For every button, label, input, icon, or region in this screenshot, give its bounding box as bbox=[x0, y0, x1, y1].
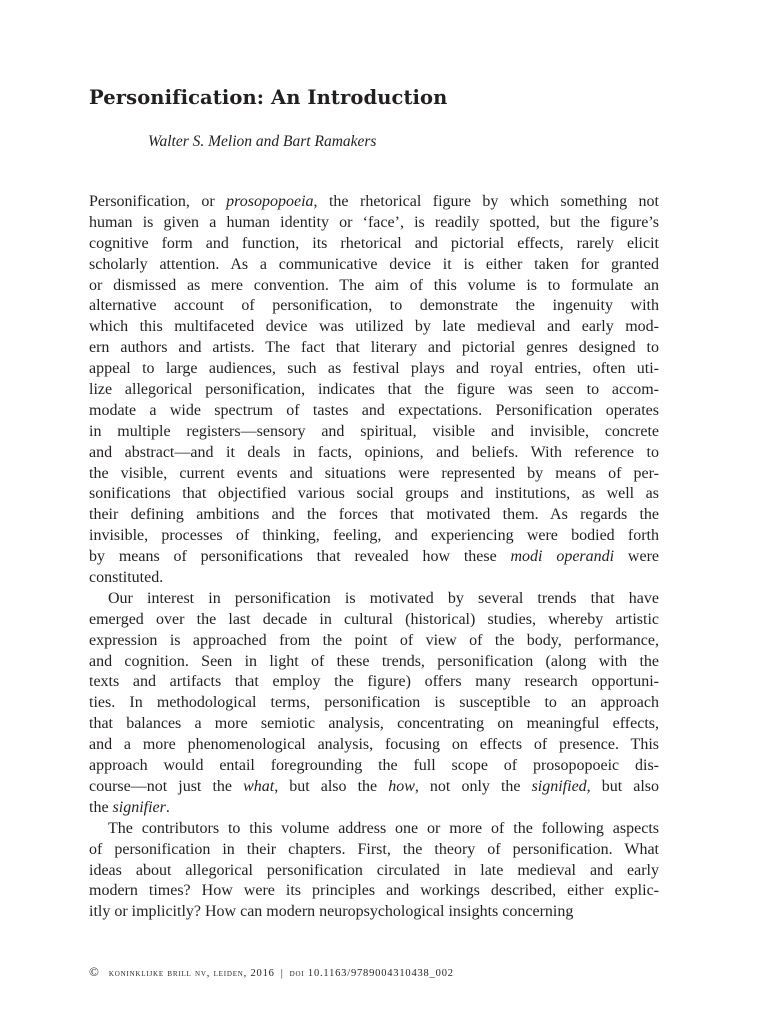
text-line bbox=[89, 589, 659, 610]
text-segment: sonifications that objectified various social groups and institutions, as well as bbox=[89, 485, 659, 503]
text-segment: by means of personifications that revealed how these bbox=[89, 548, 511, 566]
text-segment: ern authors and artists. The fact that literary and pictorial genres designed to bbox=[89, 339, 659, 357]
text-segment: or dismissed as mere convention. The aim of this volume is to formulate an bbox=[89, 276, 659, 294]
paragraph bbox=[89, 819, 659, 923]
text-segment: lize allegorical personification, indicates that the figure was seen to accom- bbox=[89, 381, 659, 399]
text-segment: ideas about allegorical personification circulated in late medieval and early bbox=[89, 861, 659, 879]
text-segment: approach would entail foregrounding the full scope of prosopopoeic dis- bbox=[89, 757, 659, 775]
italic-term: how bbox=[388, 777, 415, 795]
text-segment: their defining ambitions and the forces that motivated them. As regards the bbox=[89, 506, 659, 524]
paragraph bbox=[89, 589, 659, 819]
text-segment: and cognition. Seen in light of these trends, personification (along with the bbox=[89, 652, 659, 670]
text-line bbox=[89, 234, 659, 255]
text-line bbox=[89, 296, 659, 317]
text-segment: , not only the bbox=[414, 777, 532, 795]
text-segment: constituted. bbox=[89, 569, 164, 587]
footer-publisher: koninklijke brill nv, leiden, 2016 bbox=[108, 968, 275, 979]
text-line bbox=[89, 464, 659, 485]
text-segment: in multiple registers—sensory and spiritual, visible and invisible, concrete bbox=[89, 422, 659, 440]
text-line bbox=[89, 798, 659, 819]
text-line bbox=[89, 902, 659, 923]
text-segment: ties. In methodological terms, personification is susceptible to an approach bbox=[89, 694, 659, 712]
text-segment: of personification in their chapters. First, the theory of personification. What bbox=[89, 840, 659, 858]
copyright-symbol: © bbox=[89, 964, 99, 979]
paragraph bbox=[89, 192, 659, 589]
text-segment: Personification, or bbox=[89, 193, 227, 210]
text-line bbox=[89, 359, 659, 380]
text-segment: course—not just the bbox=[89, 777, 244, 795]
text-segment: the visible, current events and situations were represented by means of per- bbox=[89, 464, 659, 482]
italic-term: prosopopoeia bbox=[226, 193, 314, 210]
chapter-authors: Walter S. Melion and Bart Ramakers bbox=[148, 133, 377, 150]
text-segment: human is given a human identity or ‘face’, is readily spotted, but the figure’s bbox=[89, 213, 659, 231]
body-text bbox=[89, 192, 659, 923]
footer-separator: | bbox=[280, 968, 284, 979]
text-segment: were bbox=[614, 548, 659, 566]
text-line bbox=[89, 756, 659, 777]
text-line bbox=[89, 610, 659, 631]
text-line bbox=[89, 505, 659, 526]
text-segment: texts and artifacts that employ the figure) offers many research opportuni- bbox=[89, 673, 659, 691]
text-segment: . bbox=[165, 798, 170, 816]
italic-term: signified bbox=[531, 777, 587, 795]
text-segment: modern times? How were its principles and workings described, either explic- bbox=[89, 882, 659, 900]
text-segment: and a more phenomenological analysis, focusing on effects of presence. This bbox=[89, 736, 659, 754]
text-line bbox=[89, 484, 659, 505]
italic-term: modi operandi bbox=[510, 548, 615, 566]
text-segment: emerged over the last decade in cultural (historical) studies, whereby artistic bbox=[89, 610, 659, 628]
footer-doi: doi 10.1163/9789004310438_002 bbox=[289, 968, 454, 979]
text-segment: which this multifaceted device was utilized by late medieval and early mod- bbox=[89, 318, 659, 336]
text-segment: the bbox=[89, 798, 113, 816]
text-segment: Our interest in personification is motivated by several trends that have bbox=[108, 589, 659, 607]
text-line bbox=[89, 861, 659, 882]
text-line bbox=[89, 443, 659, 464]
italic-term: signifier bbox=[112, 798, 166, 816]
text-line bbox=[89, 672, 659, 693]
footer-citation bbox=[89, 964, 454, 980]
text-line bbox=[89, 881, 659, 902]
text-line bbox=[89, 317, 659, 338]
text-segment: modate a wide spectrum of tastes and expectations. Personification operates bbox=[89, 401, 659, 419]
text-line bbox=[89, 276, 659, 297]
text-segment: and abstract—and it deals in facts, opinions, and beliefs. With reference to bbox=[89, 443, 659, 461]
text-segment: invisible, processes of thinking, feeling, and experiencing were bodied forth bbox=[89, 527, 659, 545]
text-segment: , but also the bbox=[274, 777, 389, 795]
chapter-title: Personification: An Introduction bbox=[89, 86, 448, 109]
text-segment: expression is approached from the point of view of the body, performance, bbox=[89, 631, 659, 649]
text-segment: appeal to large audiences, such as festival plays and royal entries, often uti- bbox=[89, 360, 659, 378]
text-segment: , but also bbox=[586, 777, 660, 795]
text-segment: alternative account of personification, to demonstrate the ingenuity with bbox=[89, 297, 659, 315]
text-line bbox=[89, 568, 659, 589]
text-line bbox=[89, 526, 659, 547]
text-line bbox=[89, 714, 659, 735]
text-segment: itly or implicitly? How can modern neuropsychological insights concerning bbox=[89, 903, 574, 921]
text-line bbox=[89, 819, 659, 840]
text-line bbox=[89, 735, 659, 756]
text-line bbox=[89, 338, 659, 359]
text-line bbox=[89, 547, 659, 568]
text-line bbox=[89, 422, 659, 443]
text-line bbox=[89, 192, 659, 213]
text-line bbox=[89, 693, 659, 714]
text-line bbox=[89, 840, 659, 861]
text-line bbox=[89, 255, 659, 276]
text-segment: that balances a more semiotic analysis, concentrating on meaningful effects, bbox=[89, 715, 659, 733]
text-segment: cognitive form and function, its rhetorical and pictorial effects, rarely elicit bbox=[89, 234, 659, 252]
text-line bbox=[89, 213, 659, 234]
italic-term: what bbox=[243, 777, 275, 795]
text-segment: The contributors to this volume address one or more of the following aspects bbox=[108, 819, 659, 837]
text-line bbox=[89, 380, 659, 401]
text-line bbox=[89, 652, 659, 673]
text-line bbox=[89, 401, 659, 422]
text-segment: , the rhetorical figure by which something not bbox=[313, 193, 659, 210]
text-segment: scholarly attention. As a communicative device it is either taken for granted bbox=[89, 255, 659, 273]
text-line bbox=[89, 631, 659, 652]
text-line bbox=[89, 777, 659, 798]
